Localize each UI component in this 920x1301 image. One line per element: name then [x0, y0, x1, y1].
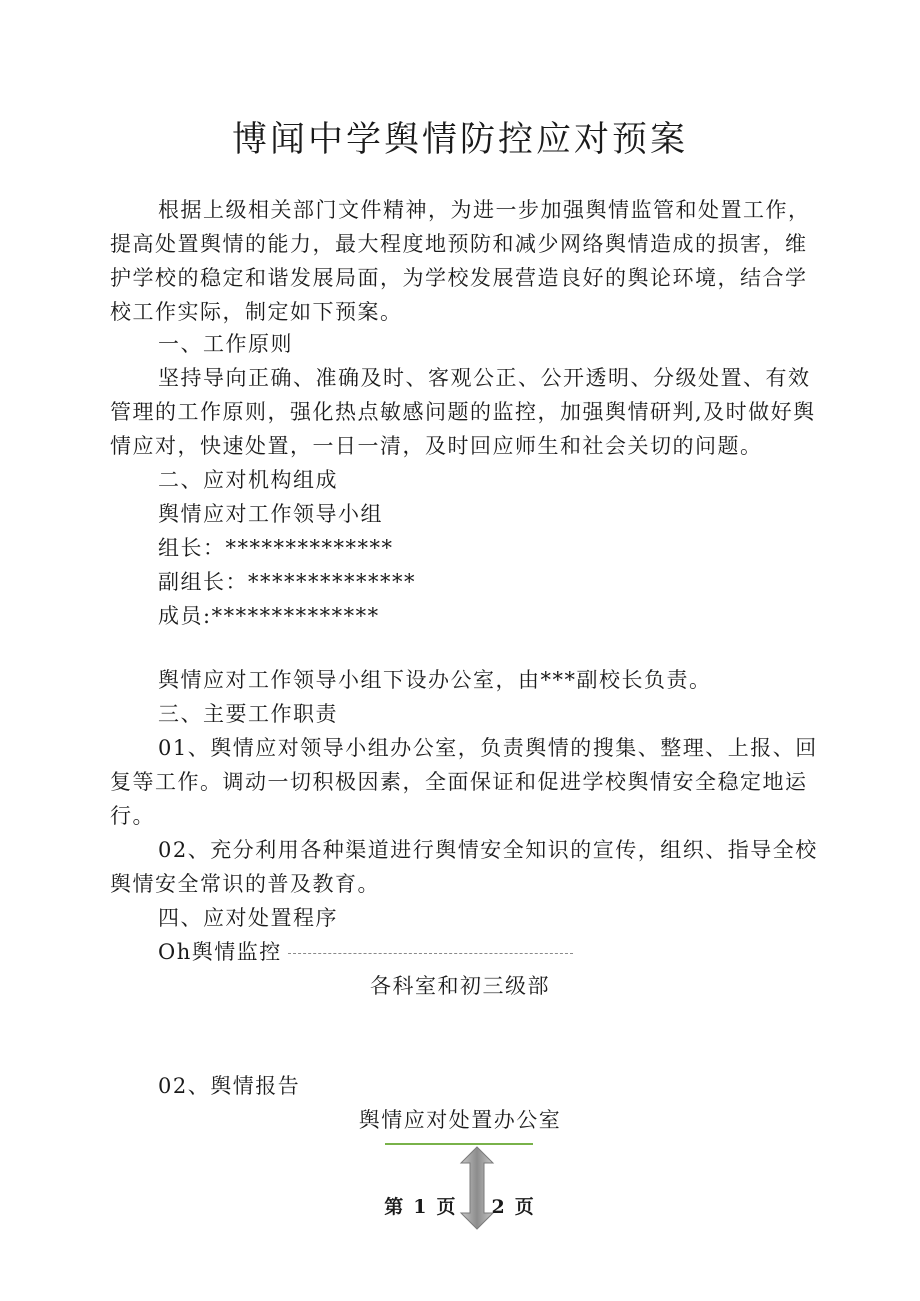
section3-heading: 三、主要工作职责: [158, 702, 338, 726]
section4-heading: 四、应对处置程序: [158, 906, 338, 930]
page-mid: 页: [436, 1196, 458, 1218]
group-deputy: 副组长：**************: [158, 570, 416, 594]
office-note: 舆情应对工作领导小组下设办公室，由***副校长负责。: [158, 668, 712, 692]
section2-heading: 二、应对机构组成: [158, 468, 338, 492]
page-number: 1: [413, 1196, 429, 1218]
duty-item-2: 02、充分利用各种渠道进行舆情安全知识的宣传，组织、指导全校舆情安全常识的普及教育。: [110, 838, 818, 896]
page-prefix: 第: [384, 1196, 406, 1218]
step2-department: 舆情应对处置办公室: [358, 1108, 562, 1132]
document-title: 博闻中学舆情防控应对预案: [231, 120, 688, 160]
dashed-connector: [288, 953, 573, 954]
group-members: 成员:**************: [158, 604, 380, 628]
section1-body: 坚持导向正确、准确及时、客观公正、公开透明、分级处置、有效管理的工作原则，强化热点敏感问题的监控，加强舆情研判,及时做好舆情应对，快速处置，一日一清，及时回应师生和社会关切的问题。: [110, 366, 816, 458]
intro-paragraph: 根据上级相关部门文件精神，为进一步加强舆情监管和处置工作，提高处置舆情的能力，最大程度地预防和减少网络舆情造成的损害，维护学校的稳定和谐发展局面，为学校发展营造良好的舆论环境，结合学校工作实际，制定如下预案。: [110, 198, 811, 324]
step1-department: 各科室和初三级部: [370, 974, 550, 998]
page-footer: [0, 1192, 920, 1219]
total-pages: 2: [491, 1196, 507, 1218]
step2-label: 02、舆情报告: [158, 1074, 301, 1098]
step1-row: [158, 935, 573, 969]
page-suffix: 页: [514, 1196, 536, 1218]
leading-group-name: 舆情应对工作领导小组: [158, 502, 383, 526]
step1-label: Oh舆情监控: [158, 940, 282, 964]
group-leader: 组长：**************: [158, 536, 394, 560]
section1-heading: 一、工作原则: [158, 332, 293, 356]
duty-item-1: 01、舆情应对领导小组办公室，负责舆情的搜集、整理、上报、回复等工作。调动一切积极因素，全面保证和促进学校舆情安全稳定地运行。: [110, 736, 818, 828]
